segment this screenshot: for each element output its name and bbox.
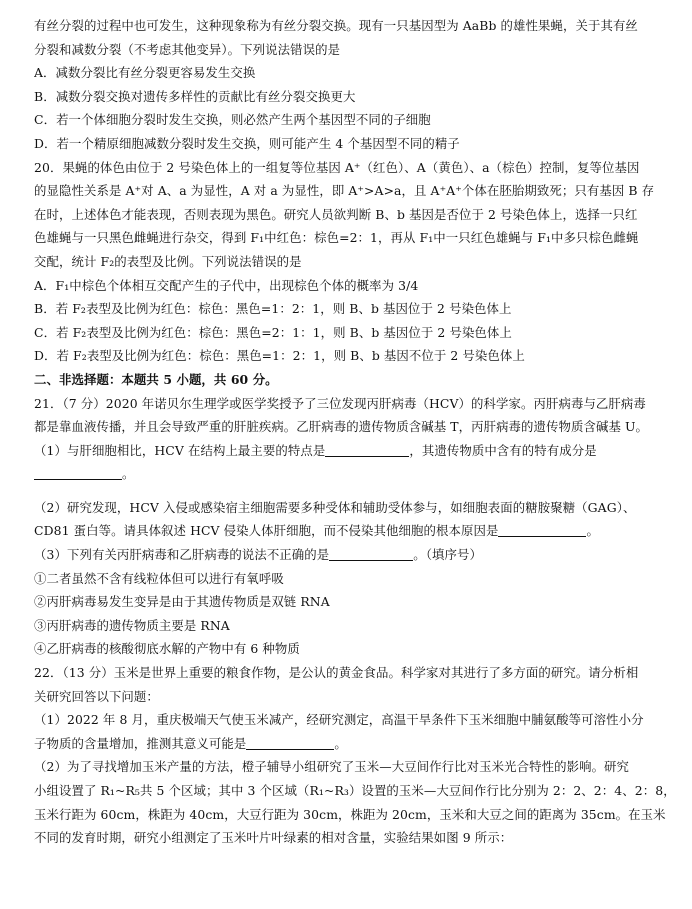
q22-part2-line: 玉米行距为 60cm，株距为 40cm，大豆行距为 30cm，株距为 20cm，玉米和大豆之间的距离为 35cm。在玉米 [34, 806, 666, 822]
q21-statement-1: ①二者虽然不含有线粒体但可以进行有氧呼吸 [34, 570, 284, 586]
q22-part1-line: （1）2022 年 8 月，重庆极端天气使玉米减产，经研究测定，高温干旱条件下玉米细胞中脯氨酸等可溶性小分 [34, 712, 644, 728]
q19-text-line: 有丝分裂的过程中也可发生，这种现象称为有丝分裂交换。现有一只基因型为 AaBb 的雄性果蝇，关于其有丝 [34, 18, 638, 33]
q21-part2-line [34, 519, 682, 543]
q21-statement-3: ③丙肝病毒的遗传物质主要是 RNA [34, 617, 230, 633]
q21-stem-line: 都是靠血液传播，并且会导致严重的肝脏疾病。乙肝病毒的遗传物质含碱基 T，丙肝病毒的遗传物质含碱基 U。 [34, 419, 649, 435]
q21-statement-2: ②丙肝病毒易发生变异是由于其遗传物质是双链 RNA [34, 594, 330, 610]
q21-stem-line: 21．（7 分）2020 年诺贝尔生理学或医学奖授予了三位发现丙肝病毒（HCV）的科学家。丙肝病毒与乙肝病毒 [34, 395, 646, 411]
q22-part1-line [34, 732, 682, 756]
q21-part3-text: 。（填序号） [413, 547, 483, 563]
q19-option-b: B．减数分裂交换对遗传多样性的贡献比有丝分裂交换更大 [34, 88, 356, 104]
answer-blank[interactable] [329, 546, 413, 561]
q22-stem-line: 关研究回答以下问题： [34, 688, 159, 704]
q21-part2-line: （2）研究发现，HCV 入侵或感染宿主细胞需要多种受体和辅助受体参与，如细胞表面的糖胺聚糖（GAG）、 [34, 499, 636, 515]
q21-part3-line [34, 543, 682, 567]
answer-blank[interactable] [246, 735, 334, 750]
period-mark: 。 [122, 466, 135, 482]
q19-option-d: D．若一个精原细胞减数分裂时发生交换，则可能产生 4 个基因型不同的精子 [34, 135, 460, 151]
q21-part1-line [34, 462, 682, 486]
q20-option-d: D．若 F₂表型及比例为红色：棕色：黑色=1：2：1，则 B、b 基因不位于 2 号染色体上 [34, 348, 525, 364]
q22-part2-line: 不同的发育时期，研究小组测定了玉米叶片叶绿素的相对含量，实验结果如图 9 所示： [34, 830, 513, 846]
q20-option-a: A．F₁中棕色个体相互交配产生的子代中，出现棕色个体的概率为 3/4 [34, 277, 419, 293]
q21-statement-4: ④乙肝病毒的核酸彻底水解的产物中有 6 种物质 [34, 641, 300, 657]
q19-option-a: A．减数分裂比有丝分裂更容易发生交换 [34, 65, 256, 81]
q20-option-b: B．若 F₂表型及比例为红色：棕色：黑色=1：2：1，则 B、b 基因位于 2 号染色体上 [34, 301, 512, 317]
q21-part1-line [34, 439, 682, 463]
q20-stem-line: 20．果蝇的体色由位于 2 号染色体上的一组复等位基因 A⁺（红色）、A（黄色）、a（棕色）控制，复等位基因 [34, 159, 640, 175]
q20-stem-line: 在时，上述体色才能表现，否则表现为黑色。研究人员欲判断 B、b 基因是否位于 2 号染色体上，选择一只红 [34, 206, 638, 222]
q19-text-line: 分裂和减数分裂（不考虑其他变异）。下列说法错误的是 [34, 41, 341, 57]
q22-part1-text: 子物质的含量增加，推测其意义可能是 [34, 735, 247, 751]
q21-part2-text: CD81 蛋白等。请具体叙述 HCV 侵染人体肝细胞，而不侵染其他细胞的根本原因是 [34, 523, 499, 539]
q20-stem-line: 色雄蝇与一只黑色雌蝇进行杂交，得到 F₁中红色：棕色=2：1，再从 F₁中一只红色雄蝇与 F₁中多只棕色雌蝇 [34, 230, 639, 246]
q20-option-c: C．若 F₂表型及比例为红色：棕色：黑色=2：1：1，则 B、b 基因位于 2 号染色体上 [34, 324, 512, 340]
answer-blank[interactable] [498, 522, 586, 537]
q21-part1-text: （1）与肝细胞相比，HCV 在结构上最主要的特点是 [34, 442, 326, 458]
page-content [34, 14, 682, 850]
period-mark: 。 [334, 735, 347, 751]
q22-part2-line: （2）为了寻找增加玉米产量的方法，橙子辅导小组研究了玉米—大豆间作行比对玉米光合特性的影响。研究 [34, 759, 630, 775]
q19-option-c: C．若一个体细胞分裂时发生交换，则必然产生两个基因型不同的子细胞 [34, 112, 431, 128]
period-mark: 。 [586, 523, 599, 539]
answer-blank[interactable] [34, 465, 122, 480]
q21-part1-text: ，其遗传物质中含有的特有成分是 [409, 442, 597, 458]
q21-part3-text: （3）下列有关丙肝病毒和乙肝病毒的说法不正确的是 [34, 547, 330, 563]
q20-stem-line: 交配，统计 F₂的表型及比例。下列说法错误的是 [34, 253, 302, 269]
q20-stem-line: 的显隐性关系是 A⁺对 A、a 为显性，A 对 a 为显性，即 A⁺>A>a，且 A⁺A⁺个体在胚胎期致死；只有基因 B 存 [34, 183, 655, 199]
section-heading: 二、非选择题：本题共 5 小题，共 60 分。 [34, 371, 278, 387]
spacer [34, 486, 682, 496]
q22-stem-line: 22．（13 分）玉米是世界上重要的粮食作物，是公认的黄金食品。科学家对其进行了多方面的研究。请分析相 [34, 665, 639, 681]
q22-part2-line: 小组设置了 R₁~R₅共 5 个区域；其中 3 个区域（R₁~R₃）设置的玉米—大豆间作行比分别为 2：2、2：4、2：8， [34, 783, 676, 798]
answer-blank[interactable] [325, 442, 409, 457]
